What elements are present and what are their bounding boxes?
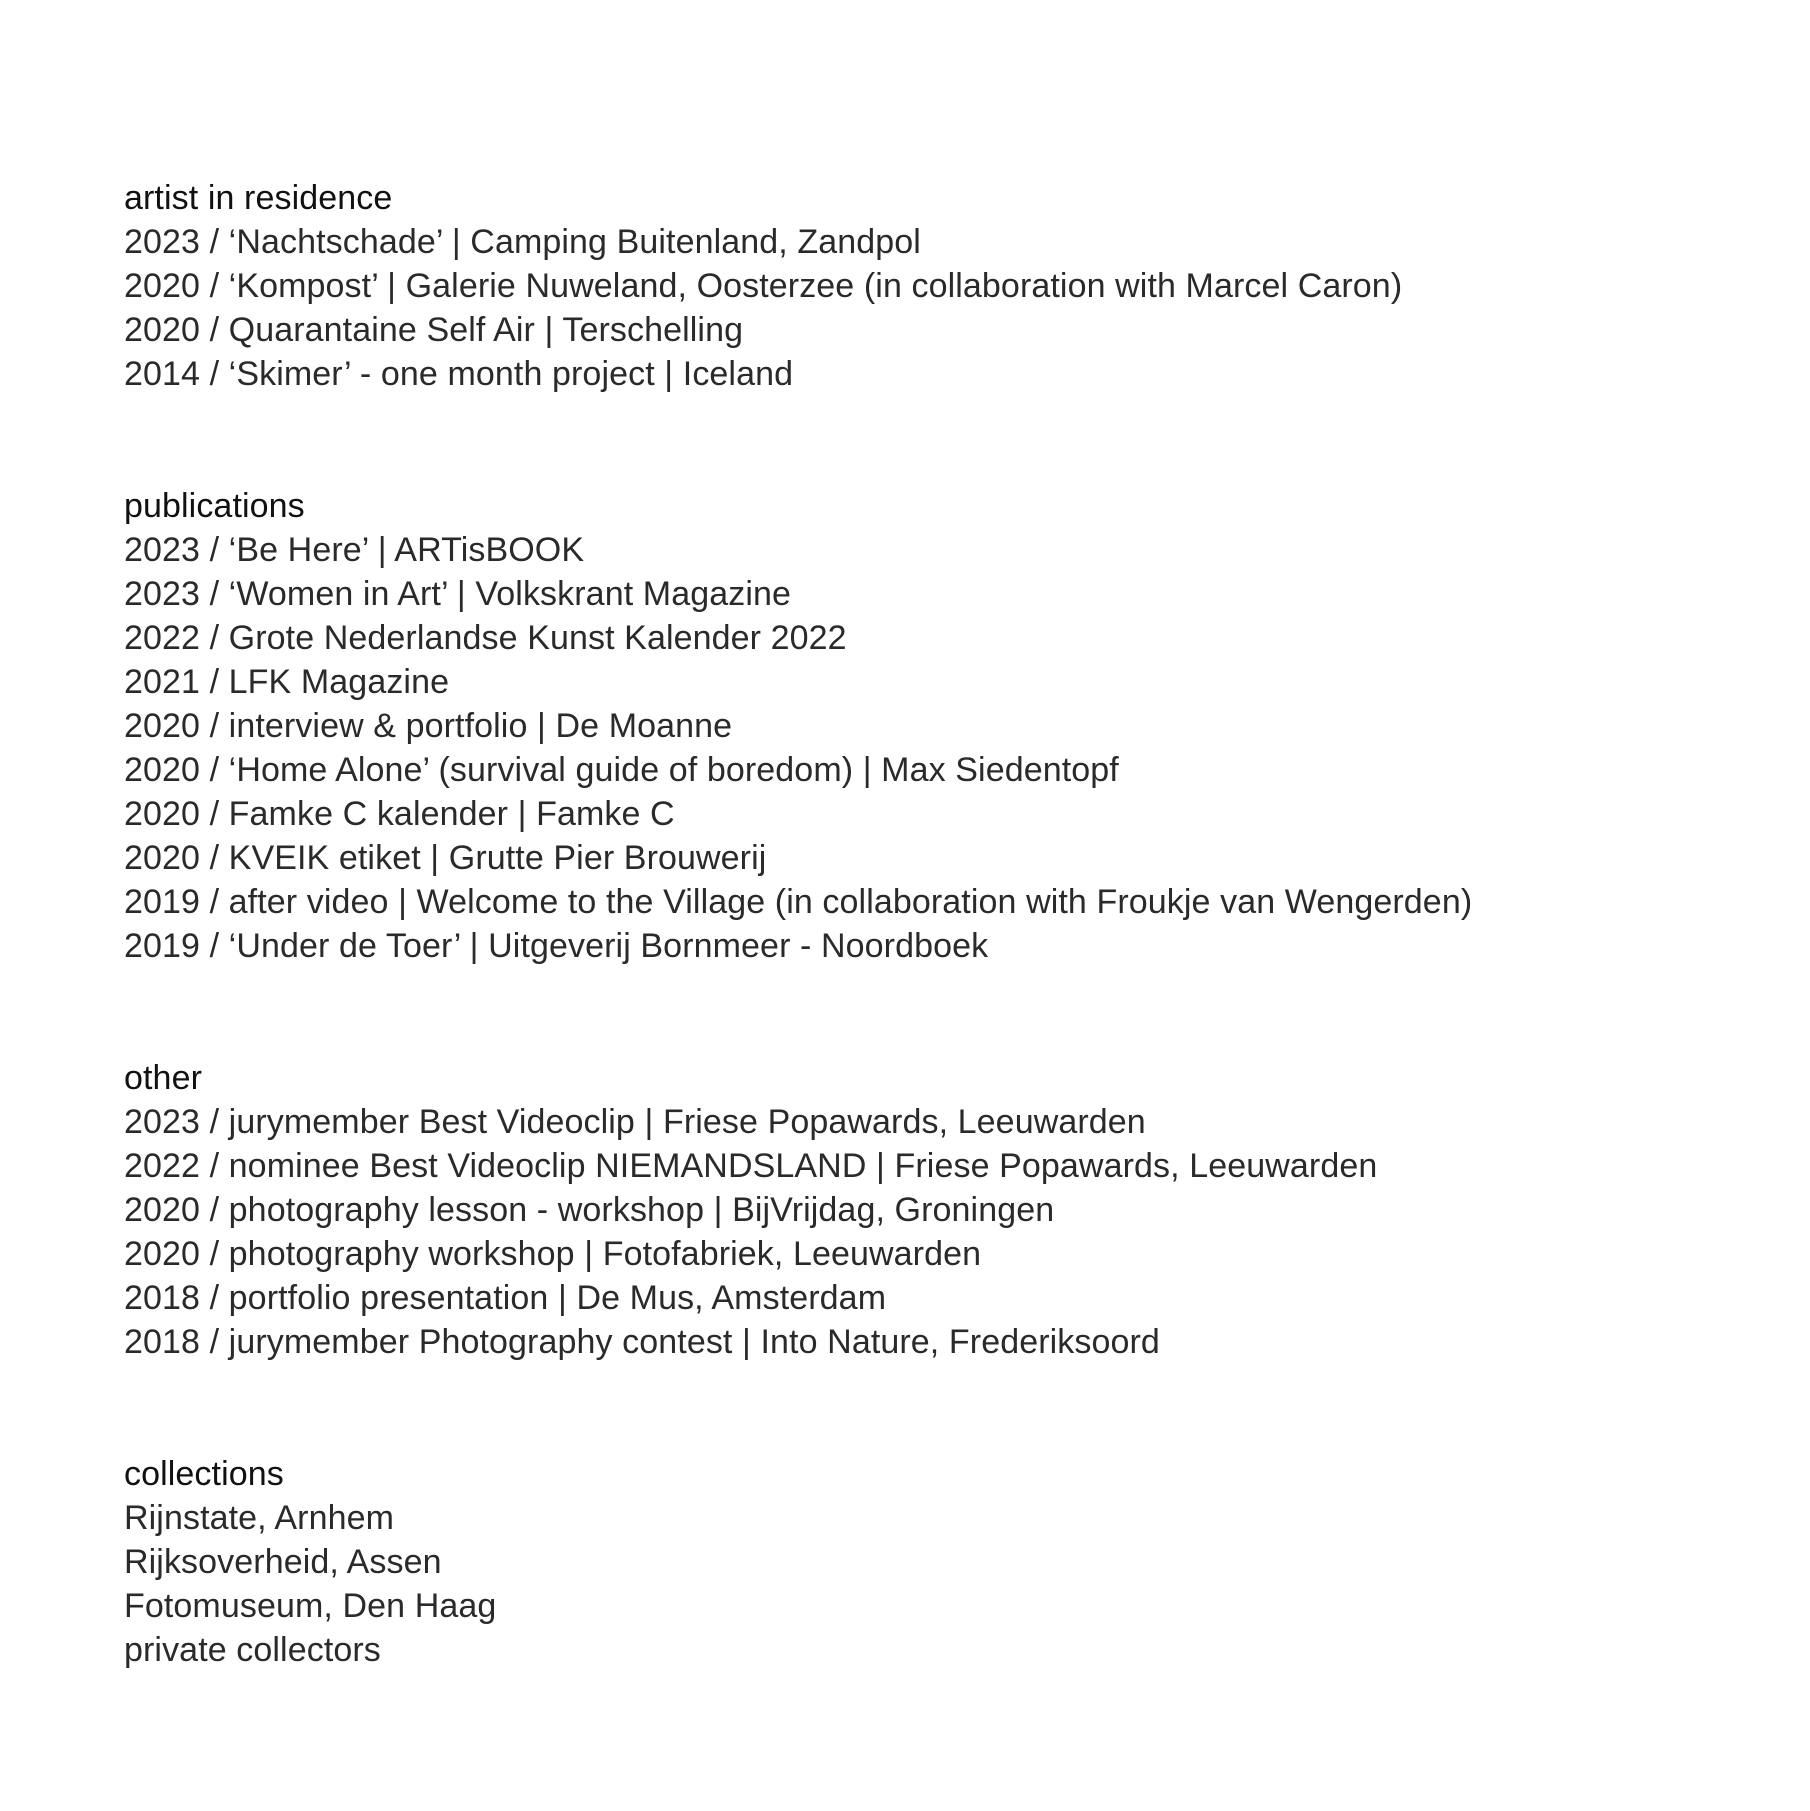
section-publications: [124, 484, 1744, 968]
list-item: 2020 / photography lesson - workshop | BijVrijdag, Groningen: [124, 1191, 1055, 1229]
list-item: 2020 / ‘Kompost’ | Galerie Nuweland, Oosterzee (in collaboration with Marcel Caron): [124, 267, 1403, 305]
section-collections: [124, 1452, 1744, 1672]
list-item: 2021 / LFK Magazine: [124, 663, 450, 701]
section-title: collections: [124, 1455, 284, 1493]
section-title: artist in residence: [124, 179, 393, 217]
list-item: 2014 / ‘Skimer’ - one month project | Iceland: [124, 355, 794, 393]
list-item: Fotomuseum, Den Haag: [124, 1587, 497, 1625]
list-item: 2019 / after video | Welcome to the Village (in collaboration with Froukje van Wengerden): [124, 883, 1473, 921]
list-item: 2023 / jurymember Best Videoclip | Friese Popawards, Leeuwarden: [124, 1103, 1146, 1141]
list-item: Rijnstate, Arnhem: [124, 1499, 395, 1537]
section-title: other: [124, 1059, 202, 1097]
list-item: 2020 / interview & portfolio | De Moanne: [124, 707, 733, 745]
list-item: 2020 / ‘Home Alone’ (survival guide of boredom) | Max Siedentopf: [124, 751, 1119, 789]
list-item: private collectors: [124, 1631, 381, 1669]
list-item: 2018 / jurymember Photography contest | Into Nature, Frederiksoord: [124, 1323, 1160, 1361]
list-item: 2023 / ‘Nachtschade’ | Camping Buitenland, Zandpol: [124, 223, 921, 261]
list-item: 2020 / photography workshop | Fotofabriek, Leeuwarden: [124, 1235, 982, 1273]
list-item: 2022 / Grote Nederlandse Kunst Kalender 2022: [124, 619, 847, 657]
section-artist-in-residence: [124, 176, 1744, 396]
list-item: 2022 / nominee Best Videoclip NIEMANDSLAND | Friese Popawards, Leeuwarden: [124, 1147, 1378, 1185]
list-item: 2020 / Quarantaine Self Air | Terschelling: [124, 311, 744, 349]
list-item: 2023 / ‘Women in Art’ | Volkskrant Magazine: [124, 575, 792, 613]
list-item: 2018 / portfolio presentation | De Mus, Amsterdam: [124, 1279, 887, 1317]
list-item: Rijksoverheid, Assen: [124, 1543, 442, 1581]
section-other: [124, 1056, 1744, 1364]
list-item: 2020 / Famke C kalender | Famke C: [124, 795, 675, 833]
list-item: 2020 / KVEIK etiket | Grutte Pier Brouwerij: [124, 839, 767, 877]
list-item: 2019 / ‘Under de Toer’ | Uitgeverij Bornmeer - Noordboek: [124, 927, 989, 965]
list-item: 2023 / ‘Be Here’ | ARTisBOOK: [124, 531, 585, 569]
cv-page: [124, 176, 1744, 1672]
section-title: publications: [124, 487, 305, 525]
